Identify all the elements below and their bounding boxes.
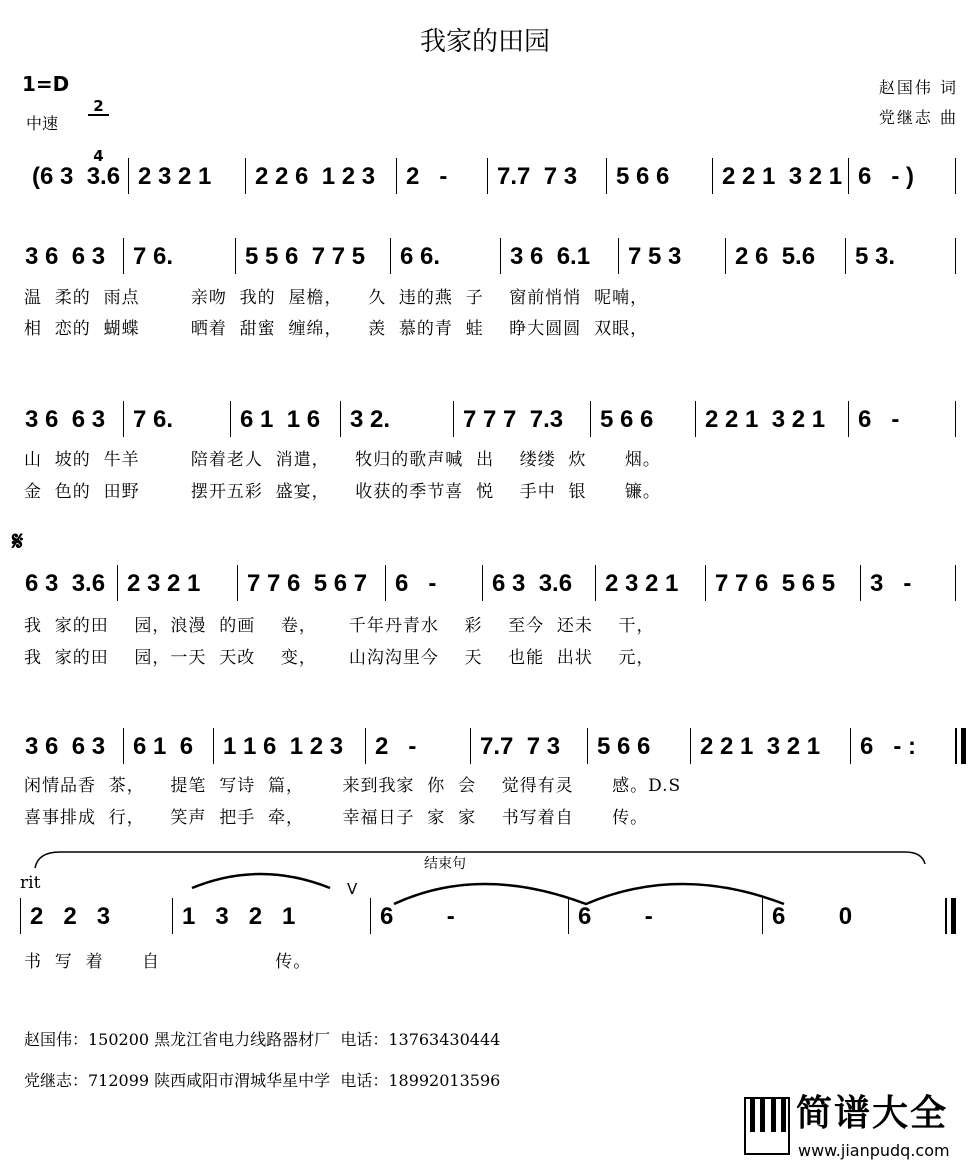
measure: 2 3 2 1 (138, 163, 212, 190)
bar-line (848, 401, 849, 437)
composer-credit: 党继志 曲 (878, 108, 958, 127)
bar-line (762, 898, 763, 934)
bar-line (365, 728, 366, 764)
measure: 7.7 7 3 (497, 163, 578, 190)
measure: 2 2 1 3 2 1 (700, 733, 821, 760)
bar-line (20, 898, 21, 934)
measure: 2 2 6 1 2 3 (255, 163, 376, 190)
measure: 7.7 7 3 (480, 733, 561, 760)
piano-icon (744, 1097, 790, 1157)
measure: 2 6 5.6 (735, 243, 816, 270)
bar-line (955, 158, 956, 194)
time-signature-bottom: 4 (93, 147, 104, 165)
bar-line (945, 898, 956, 934)
ritardando-marking: rit (20, 873, 41, 893)
lyric-line: 温 柔的 雨点 亲吻 我的 屋檐， 久 违的燕 子 窗前悄悄 呢喃， (24, 288, 649, 308)
bar-line (848, 158, 849, 194)
measure: 2 3 2 1 (605, 570, 679, 597)
measure: 5 3. (855, 243, 896, 270)
bar-line (850, 728, 851, 764)
bar-line (123, 401, 124, 437)
bar-line (955, 401, 956, 437)
bar-line (860, 565, 861, 601)
measure: 3 6 6 3 (25, 243, 106, 270)
measure: 5 6 6 (597, 733, 651, 760)
bar-line (172, 898, 173, 934)
bar-line (845, 238, 846, 274)
measure: 3 2. (350, 406, 391, 433)
measure: 7 6. (133, 406, 174, 433)
bar-line (690, 728, 691, 764)
measure: 2 2 3 (30, 903, 111, 930)
bar-line (123, 728, 124, 764)
bar-line (340, 401, 341, 437)
measure: 2 - (406, 163, 448, 190)
lyric-line: 喜事排成 行， 笑声 把手 牵， 幸福日子 家 家 书写着自 传。 (24, 808, 649, 828)
measure: 3 - (870, 570, 912, 597)
key-signature: 1=D (22, 72, 70, 96)
bar-line (590, 401, 591, 437)
bar-line (618, 238, 619, 274)
site-logo (744, 1093, 964, 1165)
measure: 3 6 6.1 (510, 243, 591, 270)
measure: 6 1 6 (133, 733, 194, 760)
measure: 3 6 6 3 (25, 733, 106, 760)
bar-line (245, 158, 246, 194)
measure: 7 7 6 5 6 7 (247, 570, 368, 597)
measure: 6 - ) (858, 163, 915, 190)
measure: 3 6 6 3 (25, 406, 106, 433)
measure: 7 5 3 (628, 243, 682, 270)
measure: 5 6 6 (600, 406, 654, 433)
bar-line (955, 565, 956, 601)
measure: 7 7 6 5 6 5 (715, 570, 836, 597)
footer-composer-contact: 党继志：712099 陕西咸阳市渭城华星中学 电话：18992013596 (24, 1071, 501, 1090)
measure: 7 6. (133, 243, 174, 270)
lyric-line: 金 色的 田野 摆开五彩 盛宴， 收获的季节喜 悦 手中 银 镰。 (24, 482, 661, 502)
measure: 6 - (578, 903, 653, 930)
measure: 1 1 6 1 2 3 (223, 733, 344, 760)
measure: 2 2 1 3 2 1 (705, 406, 826, 433)
bar-line (606, 158, 607, 194)
lyric-line: 书 写 着 自 传。 (24, 952, 312, 972)
bar-line (470, 728, 471, 764)
measure: 6 0 (772, 903, 853, 930)
bar-line (128, 158, 129, 194)
measure: 6 3 3.6 (25, 570, 106, 597)
song-title: 我家的田园 (419, 27, 550, 57)
logo-name: 简谱大全 (796, 1093, 949, 1134)
bar-line (385, 565, 386, 601)
ending-label: 结束句 (424, 856, 466, 872)
bar-line (482, 565, 483, 601)
measure: 2 3 2 1 (127, 570, 201, 597)
measure: 6 - : (860, 733, 917, 760)
bar-line (500, 238, 501, 274)
lyric-line: 我 家的田 园，浪漫 的画 卷， 千年丹青水 彩 至今 还未 干， (24, 616, 655, 636)
bar-line (390, 238, 391, 274)
footer-lyricist-contact: 赵国伟：150200 黑龙江省电力线路器材厂 电话：13763430444 (24, 1030, 501, 1049)
bar-line (487, 158, 488, 194)
measure: 5 6 6 (616, 163, 670, 190)
bar-line (705, 565, 706, 601)
bar-line (230, 401, 231, 437)
time-signature-top: 2 (88, 98, 109, 116)
tempo-marking: 中速 (26, 114, 59, 133)
measure: 6 - (395, 570, 437, 597)
bar-line (117, 565, 118, 601)
measure: 2 2 1 3 2 1 (722, 163, 843, 190)
bar-line (712, 158, 713, 194)
bar-line (237, 565, 238, 601)
measure: 7 7 7 7.3 (463, 406, 564, 433)
lyric-line: 闲情品香 茶， 提笔 写诗 篇， 来到我家 你 会 觉得有灵 感。D.S (24, 776, 682, 796)
measure: 6 1 1 6 (240, 406, 321, 433)
lyric-line: 相 恋的 蝴蝶 晒着 甜蜜 缠绵， 羡 慕的青 蛙 睁大圆圆 双眼， (24, 319, 649, 339)
bar-line (235, 238, 236, 274)
bar-line (453, 401, 454, 437)
lyric-line: 山 坡的 牛羊 陪着老人 消遣， 牧归的歌声喊 出 缕缕 炊 烟。 (24, 450, 661, 470)
bar-line (725, 238, 726, 274)
lyric-line: 我 家的田 园，一天 天改 变， 山沟沟里今 天 也能 出状 元， (24, 648, 655, 668)
bar-line (123, 238, 124, 274)
measure: 1 3 2 1 (182, 903, 296, 930)
bar-line (396, 158, 397, 194)
bar-line (955, 728, 966, 764)
lyricist-credit: 赵国伟 词 (878, 78, 958, 97)
measure: 6 6. (400, 243, 441, 270)
measure: 6 - (858, 406, 900, 433)
measure: 6 3 3.6 (492, 570, 573, 597)
measure: 6 - (380, 903, 455, 930)
measure: 2 - (375, 733, 417, 760)
logo-url: www.jianpudq.com (798, 1141, 950, 1160)
measure: 5 5 6 7 7 5 (245, 243, 366, 270)
segno-icon: 𝄋 (12, 527, 24, 557)
bar-line (695, 401, 696, 437)
bar-line (955, 238, 956, 274)
measure: (6 3 3.6 (32, 163, 121, 190)
bar-line (568, 898, 569, 934)
bar-line (213, 728, 214, 764)
bar-line (587, 728, 588, 764)
bar-line (595, 565, 596, 601)
breath-mark: V (347, 880, 358, 898)
bar-line (370, 898, 371, 934)
